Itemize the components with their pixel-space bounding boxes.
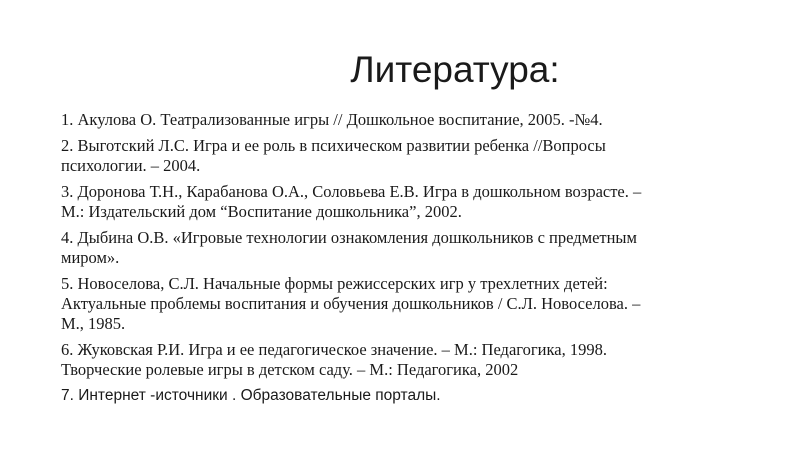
reference-item-6: [61, 340, 781, 380]
reference-line: психологии. – 2004.: [61, 156, 201, 175]
reference-item-5: [61, 274, 781, 334]
reference-line: 7. Интернет -источники . Образовательные порталы.: [61, 387, 441, 404]
reference-line: 1. Акулова О. Театрализованные игры // Дошкольное воспитание, 2005. -№4.: [61, 110, 603, 129]
reference-item-7: [61, 386, 781, 406]
reference-line: 3. Доронова Т.Н., Карабанова О.А., Соловьева Е.В. Игра в дошкольном возрасте. –: [61, 182, 642, 201]
reference-line: Творческие ролевые игры в детском саду. – М.: Педагогика, 2002: [61, 360, 519, 379]
reference-line: М.: Издательский дом “Воспитание дошкольника”, 2002.: [61, 202, 462, 221]
reference-item-2: [61, 136, 781, 176]
reference-item-1: [61, 110, 781, 130]
reference-list: [61, 110, 781, 412]
slide-title: Литература:: [350, 49, 560, 90]
reference-line: 4. Дыбина О.В. «Игровые технологии ознакомления дошкольников с предметным: [61, 228, 637, 247]
reference-line: Актуальные проблемы воспитания и обучения дошкольников / С.Л. Новоселова. –: [61, 294, 641, 313]
reference-item-4: [61, 228, 781, 268]
reference-line: 6. Жуковская Р.И. Игра и ее педагогическое значение. – М.: Педагогика, 1998.: [61, 340, 607, 359]
reference-line: 5. Новоселова, С.Л. Начальные формы режиссерских игр у трехлетних детей:: [61, 274, 608, 293]
reference-item-3: [61, 182, 781, 222]
reference-line: 2. Выготский Л.С. Игра и ее роль в психическом развитии ребенка //Вопросы: [61, 136, 606, 155]
reference-line: миром».: [61, 248, 120, 267]
reference-line: М., 1985.: [61, 314, 126, 333]
